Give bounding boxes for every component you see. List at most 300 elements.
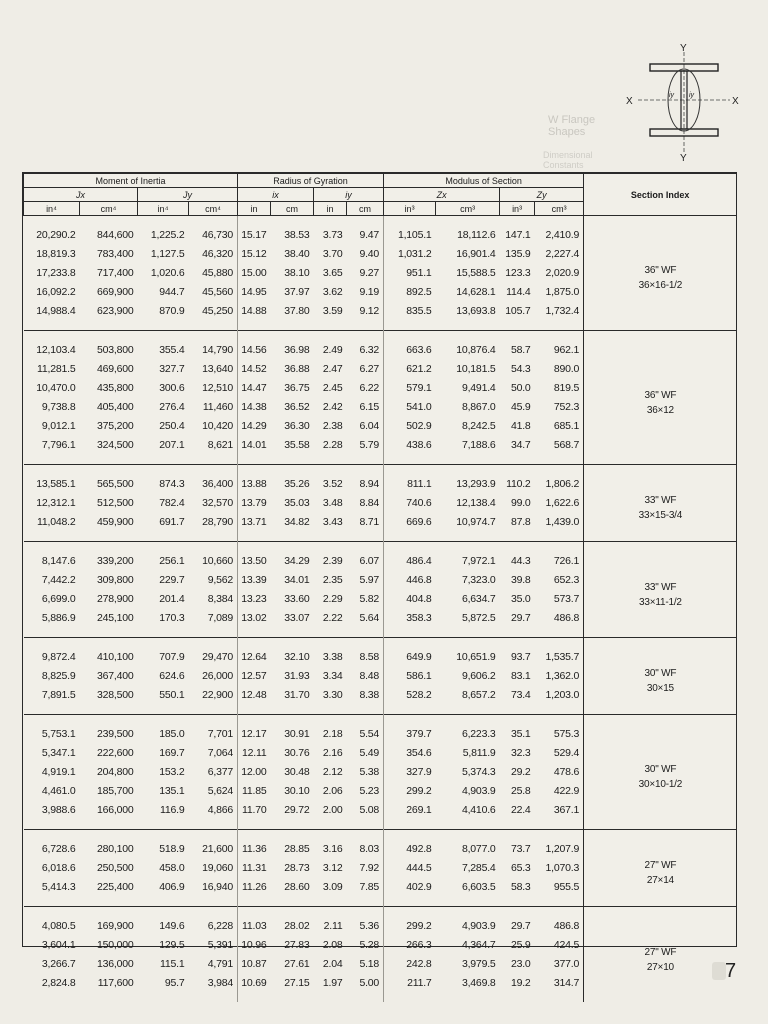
table-cell: 623,900 xyxy=(96,305,134,317)
table-cell: 5,872.5 xyxy=(461,612,496,624)
table-cell: 621.2 xyxy=(406,363,432,375)
table-cell: 14.95 xyxy=(241,286,267,298)
table-cell: 30.10 xyxy=(284,785,310,797)
table-cell: 211.7 xyxy=(407,977,432,989)
table-cell: 300.6 xyxy=(159,382,185,394)
table-cell: 11,460 xyxy=(189,398,238,417)
table-cell: 14.52 xyxy=(241,363,267,375)
table-cell: 239,500 xyxy=(96,728,134,740)
table-cell: 45,560 xyxy=(189,283,238,302)
y-top-label: Y xyxy=(680,43,687,54)
table-cell: 278,900 xyxy=(96,593,134,605)
table-cell: 11.85 xyxy=(242,785,267,797)
table-cell: 726.1 xyxy=(553,555,580,567)
table-cell: 8,825.9 xyxy=(41,670,76,682)
table-cell: 685.1 xyxy=(553,420,580,432)
table-cell: 28.85 xyxy=(284,843,310,855)
table-cell: 10,651.9 xyxy=(456,651,496,663)
table-cell: 4,866 xyxy=(189,801,238,830)
table-cell: 446.8 xyxy=(406,574,432,586)
table-cell: 2.35 xyxy=(322,574,343,586)
table-cell: 65.3 xyxy=(510,862,531,874)
table-cell: 2.18 xyxy=(322,728,343,740)
table-cell: 512,500 xyxy=(96,497,134,509)
unit-header: cm⁴ xyxy=(80,202,138,216)
table-cell: 46,730 xyxy=(189,216,238,246)
section-index-line: 33" WF xyxy=(644,581,677,593)
table-cell: 31.93 xyxy=(284,670,310,682)
table-cell: 314.7 xyxy=(553,977,580,989)
table-cell: 1.97 xyxy=(322,977,343,989)
table-cell: 46,320 xyxy=(189,245,238,264)
table-cell: 379.7 xyxy=(406,728,432,740)
table-cell: 14.56 xyxy=(241,344,267,356)
table-cell: 18,112.6 xyxy=(457,229,496,241)
table-cell: 422.9 xyxy=(553,785,580,797)
table-cell: 29.72 xyxy=(284,804,310,816)
table-cell: 19,060 xyxy=(189,859,238,878)
table-cell: 32.10 xyxy=(284,651,310,663)
table-cell: 7,323.0 xyxy=(461,574,496,586)
table-cell: 11.70 xyxy=(242,804,267,816)
table-cell: 4,461.0 xyxy=(41,785,76,797)
table-cell: 10,181.5 xyxy=(456,363,496,375)
table-cell: 99.0 xyxy=(510,497,531,509)
table-cell: 624.6 xyxy=(159,670,185,682)
section-index-line: 30" WF xyxy=(644,764,677,775)
table-cell: 14.29 xyxy=(241,420,267,432)
table-cell: 222,600 xyxy=(96,747,134,759)
table-cell: 2.42 xyxy=(322,401,343,413)
table-cell: 37.97 xyxy=(284,286,310,298)
table-cell: 153.2 xyxy=(159,766,185,778)
table-cell: 6.04 xyxy=(347,417,384,436)
table-cell: 3.38 xyxy=(322,651,343,663)
table-cell: 1,622.6 xyxy=(545,497,580,509)
table-cell: 752.3 xyxy=(553,401,580,413)
section-group xyxy=(24,542,737,638)
table-cell: 9,872.4 xyxy=(41,651,76,663)
table-cell: 8.03 xyxy=(347,830,384,860)
table-cell: 299.2 xyxy=(406,920,432,932)
table-cell: 22.4 xyxy=(510,804,531,816)
table-cell: 135.9 xyxy=(505,248,531,260)
table-cell: 13.02 xyxy=(241,612,267,624)
table-cell: 12.48 xyxy=(241,689,267,701)
table-cell: 3.16 xyxy=(322,843,343,855)
table-cell: 36.88 xyxy=(284,363,310,375)
table-cell: 4,903.9 xyxy=(461,785,496,797)
table-cell: 1,127.5 xyxy=(150,248,185,260)
table-cell: 4,364.7 xyxy=(461,939,496,951)
unit-header: cm³ xyxy=(436,202,500,216)
table-cell: 5,886.9 xyxy=(41,612,76,624)
table-cell: 12,510 xyxy=(189,379,238,398)
table-cell: 12,312.1 xyxy=(36,497,76,509)
table-cell: 4,919.1 xyxy=(41,766,76,778)
table-cell: 951.1 xyxy=(406,267,432,279)
table-cell: 14,988.4 xyxy=(36,305,76,317)
table-cell: 586.1 xyxy=(406,670,432,682)
iy-header: iy xyxy=(314,188,384,202)
table-cell: 10,876.4 xyxy=(456,344,496,356)
table-cell: 782.4 xyxy=(159,497,185,509)
table-cell: 276.4 xyxy=(159,401,185,413)
table-cell: 36.98 xyxy=(284,344,310,356)
table-cell: 819.5 xyxy=(553,382,580,394)
table-cell: 2.04 xyxy=(322,958,343,970)
table-cell: 5.79 xyxy=(347,436,384,465)
table-cell: 13.79 xyxy=(241,497,267,509)
section-index-cell xyxy=(584,907,737,1003)
table-cell: 2.08 xyxy=(322,939,343,951)
table-cell: 6,018.6 xyxy=(41,862,76,874)
table-cell: 6,377 xyxy=(189,763,238,782)
unit-header: in³ xyxy=(384,202,436,216)
table-cell: 27.83 xyxy=(284,939,310,951)
table-cell: 7,701 xyxy=(189,715,238,745)
table-cell: 29.7 xyxy=(510,920,531,932)
zx-header: Zx xyxy=(384,188,500,202)
iy-left-label: iy xyxy=(669,92,675,99)
table-cell: 3,988.6 xyxy=(41,804,76,816)
table-cell: 37.80 xyxy=(284,305,310,317)
section-group xyxy=(24,331,737,465)
table-cell: 28.60 xyxy=(284,881,310,893)
jx-header: Jx xyxy=(24,188,138,202)
table-cell: 12,138.4 xyxy=(456,497,496,509)
table-cell: 250,500 xyxy=(96,862,134,874)
table-cell: 528.2 xyxy=(406,689,432,701)
table-cell: 8,657.2 xyxy=(461,689,496,701)
table-cell: 9,738.8 xyxy=(41,401,76,413)
unit-header: in³ xyxy=(500,202,535,216)
table-cell: 149.6 xyxy=(159,920,185,932)
section-index-line: 30" WF xyxy=(644,668,677,679)
table-cell: 299.2 xyxy=(406,785,432,797)
table-cell: 459,900 xyxy=(96,516,134,528)
table-cell: 669,900 xyxy=(96,286,134,298)
section-index-line: 27×10 xyxy=(646,961,674,973)
table-cell: 3.70 xyxy=(322,248,343,260)
table-cell: 9,562 xyxy=(189,571,238,590)
table-cell: 73.7 xyxy=(510,843,531,855)
table-cell: 83.1 xyxy=(510,670,531,682)
section-index-cell xyxy=(584,638,737,715)
table-cell: 185.0 xyxy=(159,728,185,740)
section-index-line: 27×14 xyxy=(646,875,674,886)
table-cell: 1,020.6 xyxy=(150,267,185,279)
table-cell: 35.03 xyxy=(284,497,310,509)
table-cell: 2.22 xyxy=(322,612,343,624)
table-cell: 1,207.9 xyxy=(545,843,580,855)
section-group xyxy=(24,830,737,907)
table-cell: 327.9 xyxy=(406,766,432,778)
table-cell: 550.1 xyxy=(159,689,185,701)
table-cell: 424.5 xyxy=(553,939,580,951)
table-cell: 4,791 xyxy=(189,955,238,974)
table-cell: 410,100 xyxy=(96,651,134,663)
table-cell: 652.3 xyxy=(553,574,580,586)
table-cell: 324,500 xyxy=(96,439,134,451)
table-row xyxy=(24,331,737,361)
x-left-label: X xyxy=(626,96,633,107)
table-cell: 402.9 xyxy=(406,881,432,893)
table-row xyxy=(24,542,737,572)
table-cell: 2.45 xyxy=(322,382,343,394)
table-cell: 328,500 xyxy=(96,689,134,701)
table-cell: 3.65 xyxy=(322,267,343,279)
table-cell: 36.52 xyxy=(284,401,310,413)
table-cell: 7,442.2 xyxy=(41,574,76,586)
table-cell: 8,147.6 xyxy=(41,555,76,567)
table-cell: 10.96 xyxy=(241,939,267,951)
table-cell: 14.01 xyxy=(241,439,267,451)
table-row xyxy=(24,216,737,246)
table-cell: 8.48 xyxy=(347,667,384,686)
table-cell: 32.3 xyxy=(510,747,531,759)
table-cell: 27.15 xyxy=(284,977,310,989)
table-cell: 8,242.5 xyxy=(461,420,496,432)
table-cell: 4,903.9 xyxy=(461,920,496,932)
table-cell: 573.7 xyxy=(553,593,580,605)
unit-header: in xyxy=(238,202,271,216)
table-cell: 5,414.3 xyxy=(41,881,76,893)
table-cell: 2,410.9 xyxy=(545,229,580,241)
unit-header: cm xyxy=(271,202,314,216)
table-cell: 892.5 xyxy=(406,286,432,298)
table-cell: 663.6 xyxy=(406,344,432,356)
table-cell: 229.7 xyxy=(159,574,185,586)
table-cell: 1,031.2 xyxy=(397,248,432,260)
section-index-line: 30×10-1/2 xyxy=(638,779,683,790)
table-cell: 8,621 xyxy=(189,436,238,465)
table-cell: 3.30 xyxy=(322,689,343,701)
section-index-line: 36×16-1/2 xyxy=(638,280,683,291)
table-cell: 6.32 xyxy=(347,331,384,361)
table-cell: 12.64 xyxy=(241,651,267,663)
table-cell: 367.1 xyxy=(553,804,580,816)
zy-header: Zy xyxy=(500,188,584,202)
section-index-line: 27" WF xyxy=(644,860,677,871)
table-cell: 12.57 xyxy=(241,670,267,682)
table-cell: 404.8 xyxy=(406,593,432,605)
table-cell: 58.3 xyxy=(510,881,531,893)
section-index-header: Section Index xyxy=(584,174,737,216)
section-group xyxy=(24,715,737,830)
table-cell: 377.0 xyxy=(553,958,580,970)
table-cell: 41.8 xyxy=(510,420,531,432)
table-cell: 22,900 xyxy=(189,686,238,715)
table-cell: 1,362.0 xyxy=(545,670,580,682)
table-cell: 10,660 xyxy=(189,542,238,572)
table-cell: 327.7 xyxy=(159,363,185,375)
table-cell: 21,600 xyxy=(189,830,238,860)
table-cell: 2.29 xyxy=(322,593,343,605)
table-cell: 34.29 xyxy=(284,555,310,567)
table-cell: 26,000 xyxy=(189,667,238,686)
table-cell: 6,699.0 xyxy=(41,593,76,605)
table-cell: 280,100 xyxy=(96,843,134,855)
table-cell: 266.3 xyxy=(406,939,432,951)
unit-header: in xyxy=(314,202,347,216)
table-cell: 8.94 xyxy=(347,465,384,495)
unit-header: in⁴ xyxy=(138,202,189,216)
table-cell: 6,728.6 xyxy=(41,843,76,855)
table-cell: 309,800 xyxy=(96,574,134,586)
table-cell: 6.07 xyxy=(347,542,384,572)
table-cell: 135.1 xyxy=(159,785,185,797)
table-cell: 6,603.5 xyxy=(461,881,496,893)
table-cell: 27.61 xyxy=(284,958,310,970)
section-group xyxy=(24,638,737,715)
table-cell: 36.75 xyxy=(284,382,310,394)
table-cell: 8.38 xyxy=(347,686,384,715)
table-cell: 14.88 xyxy=(241,305,267,317)
section-index-line: 27" WF xyxy=(644,946,677,958)
table-cell: 105.7 xyxy=(505,305,531,317)
table-cell: 2.11 xyxy=(323,920,343,932)
table-cell: 3.52 xyxy=(322,478,343,490)
table-cell: 944.7 xyxy=(159,286,185,298)
jy-header: Jy xyxy=(138,188,238,202)
table-cell: 890.0 xyxy=(553,363,580,375)
table-cell: 34.7 xyxy=(510,439,531,451)
table-cell: 35.26 xyxy=(284,478,310,490)
table-cell: 34.82 xyxy=(284,516,310,528)
table-cell: 355.4 xyxy=(159,344,185,356)
table-cell: 8.71 xyxy=(347,513,384,542)
table-cell: 1,225.2 xyxy=(150,229,185,241)
table-cell: 835.5 xyxy=(406,305,432,317)
table-cell: 36.30 xyxy=(284,420,310,432)
table-cell: 2,824.8 xyxy=(41,977,76,989)
table-cell: 123.3 xyxy=(505,267,531,279)
table-cell: 518.9 xyxy=(159,843,185,855)
table-cell: 20,290.2 xyxy=(36,229,76,241)
table-cell: 6.15 xyxy=(347,398,384,417)
table-cell: 7,285.4 xyxy=(461,862,496,874)
table-cell: 169.7 xyxy=(159,747,185,759)
page-number-smudge xyxy=(712,962,726,980)
table-cell: 116.9 xyxy=(160,804,185,816)
table-cell: 269.1 xyxy=(406,804,432,816)
section-index-cell xyxy=(584,331,737,465)
table-cell: 565,500 xyxy=(96,478,134,490)
table-cell: 8,077.0 xyxy=(461,843,496,855)
table-cell: 201.4 xyxy=(159,593,185,605)
section-group xyxy=(24,216,737,331)
table-cell: 7,188.6 xyxy=(461,439,496,451)
table-cell: 9.40 xyxy=(347,245,384,264)
table-cell: 18,819.3 xyxy=(36,248,76,260)
table-cell: 45.9 xyxy=(510,401,531,413)
table-cell: 15.00 xyxy=(241,267,267,279)
table-cell: 45,250 xyxy=(189,302,238,331)
bleed-through-heading: W Flange Shapes xyxy=(548,114,596,138)
section-index-cell xyxy=(584,715,737,830)
table-cell: 6.27 xyxy=(347,360,384,379)
table-cell: 11,281.5 xyxy=(37,363,76,375)
table-cell: 58.7 xyxy=(510,344,531,356)
table-cell: 14.38 xyxy=(241,401,267,413)
table-cell: 10.87 xyxy=(241,958,267,970)
table-cell: 28,790 xyxy=(189,513,238,542)
section-index-cell xyxy=(584,216,737,331)
table-cell: 5,753.1 xyxy=(41,728,76,740)
table-cell: 150,000 xyxy=(96,939,134,951)
table-cell: 955.5 xyxy=(553,881,580,893)
table-cell: 14,790 xyxy=(189,331,238,361)
table-cell: 5,811.9 xyxy=(462,747,496,759)
table-cell: 12,103.4 xyxy=(36,344,76,356)
y-bottom-label: Y xyxy=(680,153,687,164)
table-cell: 3.73 xyxy=(322,229,343,241)
table-cell: 707.9 xyxy=(159,651,185,663)
table-cell: 13.23 xyxy=(241,593,267,605)
table-cell: 11.36 xyxy=(242,843,267,855)
table-cell: 541.0 xyxy=(406,401,432,413)
table-cell: 129.5 xyxy=(159,939,185,951)
page-number: 7 xyxy=(725,960,737,982)
section-index-line: 33" WF xyxy=(644,495,677,506)
table-cell: 5.64 xyxy=(347,609,384,638)
table-cell: 3.12 xyxy=(322,862,343,874)
table-cell: 250.4 xyxy=(159,420,185,432)
table-cell: 147.1 xyxy=(505,229,531,241)
ix-header: ix xyxy=(238,188,314,202)
table-cell: 486.4 xyxy=(406,555,432,567)
table-cell: 13.50 xyxy=(241,555,267,567)
table-cell: 13.88 xyxy=(241,478,267,490)
table-cell: 5,374.3 xyxy=(461,766,496,778)
table-cell: 13,293.9 xyxy=(456,478,496,490)
table-cell: 7.85 xyxy=(347,878,384,907)
table-cell: 870.9 xyxy=(159,305,185,317)
unit-header: cm xyxy=(347,202,384,216)
table-cell: 25.8 xyxy=(510,785,531,797)
table-cell: 9,491.4 xyxy=(461,382,496,394)
table-cell: 30.76 xyxy=(284,747,310,759)
table-cell: 13,693.8 xyxy=(456,305,496,317)
table-cell: 2.38 xyxy=(322,420,343,432)
table-cell: 5.49 xyxy=(347,744,384,763)
table-cell: 3.59 xyxy=(322,305,343,317)
table-cell: 1,535.7 xyxy=(545,651,580,663)
table-cell: 110.2 xyxy=(506,478,531,490)
table-cell: 11,048.2 xyxy=(37,516,76,528)
table-cell: 1,439.0 xyxy=(545,516,580,528)
table-cell: 12.11 xyxy=(242,747,267,759)
table-cell: 28.02 xyxy=(284,920,310,932)
table-cell: 5.28 xyxy=(347,936,384,955)
section-index-line: 30×15 xyxy=(646,683,674,694)
table-cell: 15.12 xyxy=(241,248,267,260)
table-cell: 16,092.2 xyxy=(36,286,76,298)
table-cell: 19.2 xyxy=(510,977,531,989)
table-cell: 33.07 xyxy=(284,612,310,624)
table-cell: 339,200 xyxy=(96,555,134,567)
table-cell: 34.01 xyxy=(284,574,310,586)
table-cell: 29.2 xyxy=(510,766,531,778)
table-cell: 5.00 xyxy=(347,974,384,1002)
table-cell: 16,901.4 xyxy=(456,248,496,260)
table-cell: 11.31 xyxy=(242,862,267,874)
table-cell: 8,867.0 xyxy=(461,401,496,413)
table-cell: 486.8 xyxy=(553,612,580,624)
table-cell: 5.38 xyxy=(347,763,384,782)
w-shape-cross-section-diagram xyxy=(618,42,748,164)
